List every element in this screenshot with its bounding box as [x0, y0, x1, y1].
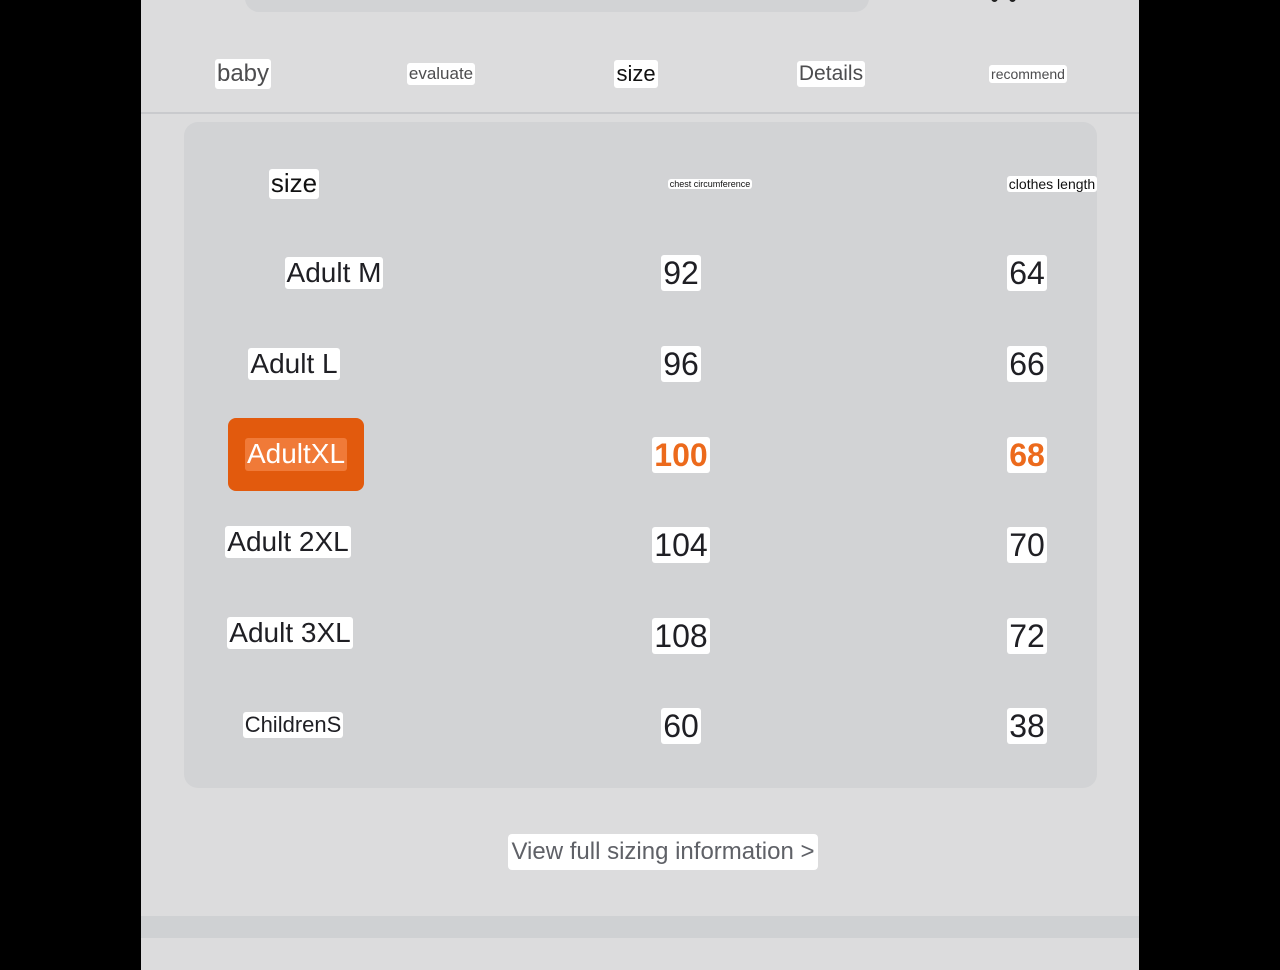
size-option-children-s[interactable]: ChildrenS: [244, 712, 342, 738]
size-option-adult-xl-selected[interactable]: AdultXL: [246, 438, 346, 470]
size-chart-screen: [141, 0, 1139, 970]
tab-size[interactable]: [586, 36, 686, 112]
chest-value: 96: [663, 345, 699, 382]
tab-baby[interactable]: [193, 36, 293, 112]
chest-value: 92: [663, 254, 699, 291]
header-chest-circumference: chest circumference: [669, 178, 751, 189]
tab-label: evaluate: [408, 64, 474, 83]
section-divider: [141, 916, 1139, 938]
length-value: 64: [1009, 254, 1045, 291]
chest-value: 108: [654, 617, 708, 654]
chest-value: 60: [663, 707, 699, 744]
tab-details[interactable]: [781, 36, 881, 112]
chest-value: 104: [654, 526, 708, 563]
cart-icon[interactable]: [987, 0, 1027, 6]
length-value-selected: 68: [1009, 436, 1045, 473]
product-tab-bar: [141, 36, 1139, 114]
tab-label: Details: [798, 62, 864, 85]
length-value: 72: [1009, 617, 1045, 654]
header-size: size: [270, 168, 318, 199]
tab-label: recommend: [991, 66, 1065, 82]
chest-value-selected: 100: [654, 436, 708, 473]
length-value: 70: [1009, 526, 1045, 563]
tab-evaluate[interactable]: [391, 36, 491, 112]
view-full-sizing-link[interactable]: View full sizing information >: [508, 834, 818, 870]
header-clothes-length: clothes length: [1008, 175, 1096, 192]
size-table: [184, 122, 1097, 788]
size-option-adult-2xl[interactable]: Adult 2XL: [227, 525, 349, 557]
length-value: 66: [1009, 345, 1045, 382]
size-option-adult-l[interactable]: Adult L: [250, 347, 338, 379]
tab-label: size: [616, 61, 656, 86]
size-option-adult-m[interactable]: Adult M: [286, 256, 382, 288]
size-option-adult-3xl[interactable]: Adult 3XL: [229, 616, 351, 648]
length-value: 38: [1009, 707, 1045, 744]
search-bar-remnant: [245, 0, 869, 12]
tab-recommend[interactable]: [978, 36, 1078, 112]
tab-label: baby: [216, 60, 270, 87]
